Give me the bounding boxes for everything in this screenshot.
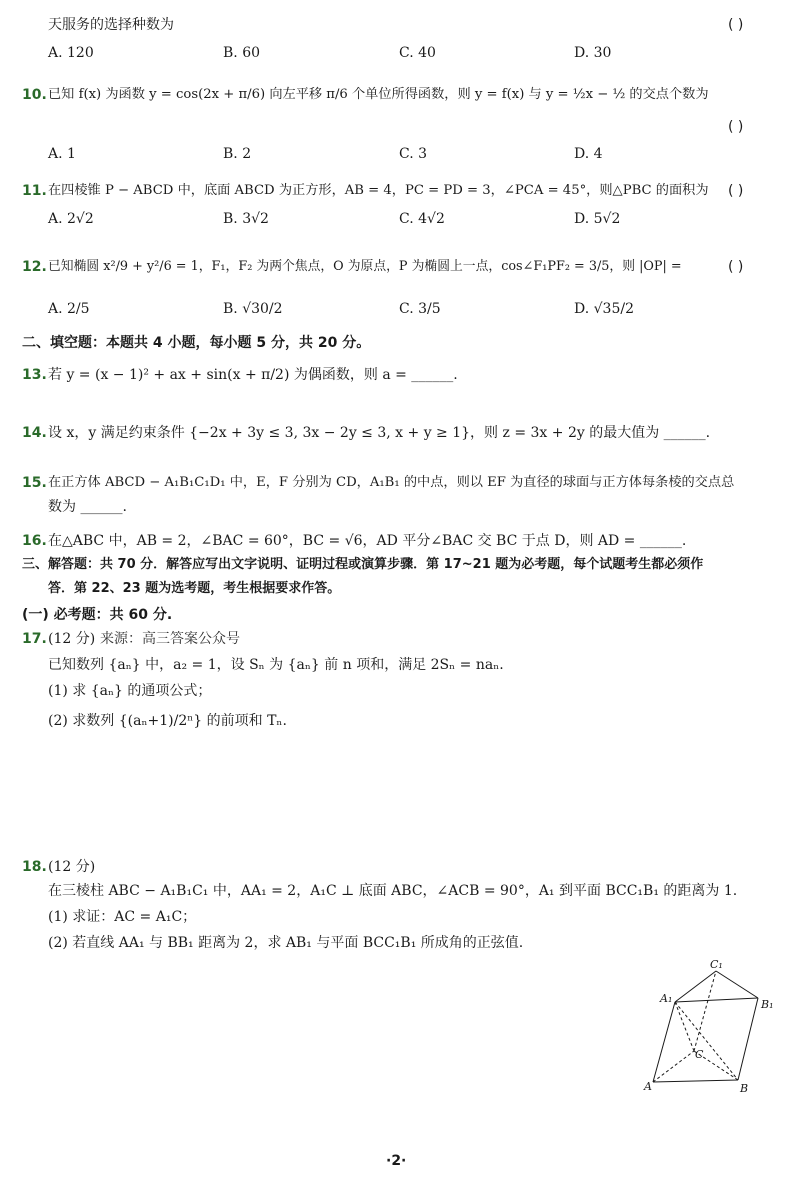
q11-option-c: C. 4√2	[399, 211, 445, 227]
q12-option-c: C. 3/5	[399, 301, 441, 317]
label-b: B	[740, 1082, 749, 1095]
q13-stem: 若 y = (x − 1)² + ax + sin(x + π/2) 为偶函数，则 a = ______.	[48, 367, 458, 383]
label-c1: C₁	[710, 958, 723, 971]
q9-stem-tail: 天服务的选择种数为	[48, 17, 174, 33]
q11-option-a: A. 2√2	[48, 211, 94, 227]
part-required-heading: (一) 必考题：共 60 分.	[22, 607, 173, 623]
q9-option-a: A. 120	[48, 45, 94, 61]
edge-a-c	[653, 1051, 694, 1082]
q18-score: (12 分)	[48, 859, 96, 875]
q10-option-c: C. 3	[399, 146, 428, 162]
label-a: A	[644, 1080, 652, 1093]
label-a1: A₁	[660, 992, 673, 1005]
q16-number: 16.	[22, 533, 47, 549]
q12-number: 12.	[22, 259, 47, 275]
q17-part1: (1) 求 {aₙ} 的通项公式；	[48, 683, 212, 699]
edge-a1-b	[675, 1002, 738, 1080]
q18-part2: (2) 若直线 AA₁ 与 BB₁ 距离为 2，求 AB₁ 与平面 BCC₁B₁ 所成角的正弦值.	[48, 935, 524, 951]
q11-option-b: B. 3√2	[223, 211, 269, 227]
q18-stem: 在三棱柱 ABC − A₁B₁C₁ 中，AA₁ = 2，A₁C ⊥ 底面 ABC，∠ACB = 90°，A₁ 到平面 BCC₁B₁ 的距离为 1.	[48, 883, 738, 899]
section-fill-in-heading: 二、填空题：本题共 4 小题，每小题 5 分，共 20 分。	[22, 335, 371, 351]
q17-score: (12 分)	[48, 631, 96, 647]
q12-option-b: B. √30/2	[223, 301, 283, 317]
q17-source-note: 来源：高三答案公众号	[100, 631, 240, 647]
q10-option-b: B. 2	[223, 146, 252, 162]
q9-option-b: B. 60	[223, 45, 261, 61]
q10-number: 10.	[22, 87, 47, 103]
q12-answer-paren: ( )	[728, 259, 744, 275]
q11-number: 11.	[22, 183, 47, 199]
q17-stem: 已知数列 {aₙ} 中，a₂ = 1，设 Sₙ 为 {aₙ} 前 n 项和，满足 2Sₙ = naₙ.	[48, 657, 504, 673]
q17-number: 17.	[22, 631, 47, 647]
edge-a1-b1	[675, 998, 758, 1002]
q12-option-d: D. √35/2	[574, 301, 634, 317]
edge-c-c1	[694, 971, 716, 1051]
prism-figure	[640, 958, 780, 1098]
q9-option-c: C. 40	[399, 45, 436, 61]
q11-stem: 在四棱锥 P − ABCD 中，底面 ABCD 为正方形，AB = 4，PC = PD = 3，∠PCA = 45°，则△PBC 的面积为	[48, 183, 709, 198]
q11-option-d: D. 5√2	[574, 211, 621, 227]
edge-a-b	[653, 1080, 738, 1082]
q14-number: 14.	[22, 425, 47, 441]
q10-option-a: A. 1	[48, 146, 76, 162]
q18-part1: (1) 求证：AC = A₁C；	[48, 909, 197, 925]
edge-c1-b1	[716, 971, 758, 998]
label-b1: B₁	[761, 998, 774, 1011]
q17-part2: (2) 求数列 {(aₙ+1)/2ⁿ} 的前项和 Tₙ.	[48, 713, 287, 729]
q11-answer-paren: ( )	[728, 183, 744, 199]
edge-b1-b	[738, 998, 758, 1080]
label-c: C	[695, 1048, 704, 1061]
q9-answer-paren: ( )	[728, 17, 744, 33]
edge-a1-a	[653, 1002, 675, 1082]
page-number: ·2·	[386, 1153, 407, 1169]
q14-stem: 设 x，y 满足约束条件 {−2x + 3y ≤ 3, 3x − 2y ≤ 3, x + y ≥ 1}，则 z = 3x + 2y 的最大值为 ______.	[48, 425, 711, 441]
q10-answer-paren: ( )	[728, 119, 744, 135]
section-solution-heading-line2: 答．第 22、23 题为选考题，考生根据要求作答。	[48, 581, 341, 596]
q15-stem-line2: 数为 ______.	[48, 499, 127, 515]
edge-a1-c1	[675, 971, 716, 1002]
q12-option-a: A. 2/5	[48, 301, 90, 317]
q15-number: 15.	[22, 475, 47, 491]
q12-stem: 已知椭圆 x²/9 + y²/6 = 1，F₁，F₂ 为两个焦点，O 为原点，P 为椭圆上一点，cos∠F₁PF₂ = 3/5，则 |OP| =	[48, 259, 682, 274]
q15-stem-line1: 在正方体 ABCD − A₁B₁C₁D₁ 中，E，F 分别为 CD，A₁B₁ 的中点，则以 EF 为直径的球面与正方体每条棱的交点总	[48, 475, 735, 490]
q10-stem: 已知 f(x) 为函数 y = cos(2x + π/6) 向左平移 π/6 个单位所得函数，则 y = f(x) 与 y = ½x − ½ 的交点个数为	[48, 87, 709, 102]
q9-option-d: D. 30	[574, 45, 612, 61]
q16-stem: 在△ABC 中，AB = 2，∠BAC = 60°，BC = √6，AD 平分∠BAC 交 BC 于点 D，则 AD = ______.	[48, 533, 687, 549]
q13-number: 13.	[22, 367, 47, 383]
q18-number: 18.	[22, 859, 47, 875]
q10-option-d: D. 4	[574, 146, 603, 162]
edge-a1-c	[675, 1002, 694, 1051]
section-solution-heading-line1: 三、解答题：共 70 分．解答应写出文字说明、证明过程或演算步骤．第 17~21 题为必考题，每个试题考生都必须作	[22, 557, 704, 572]
